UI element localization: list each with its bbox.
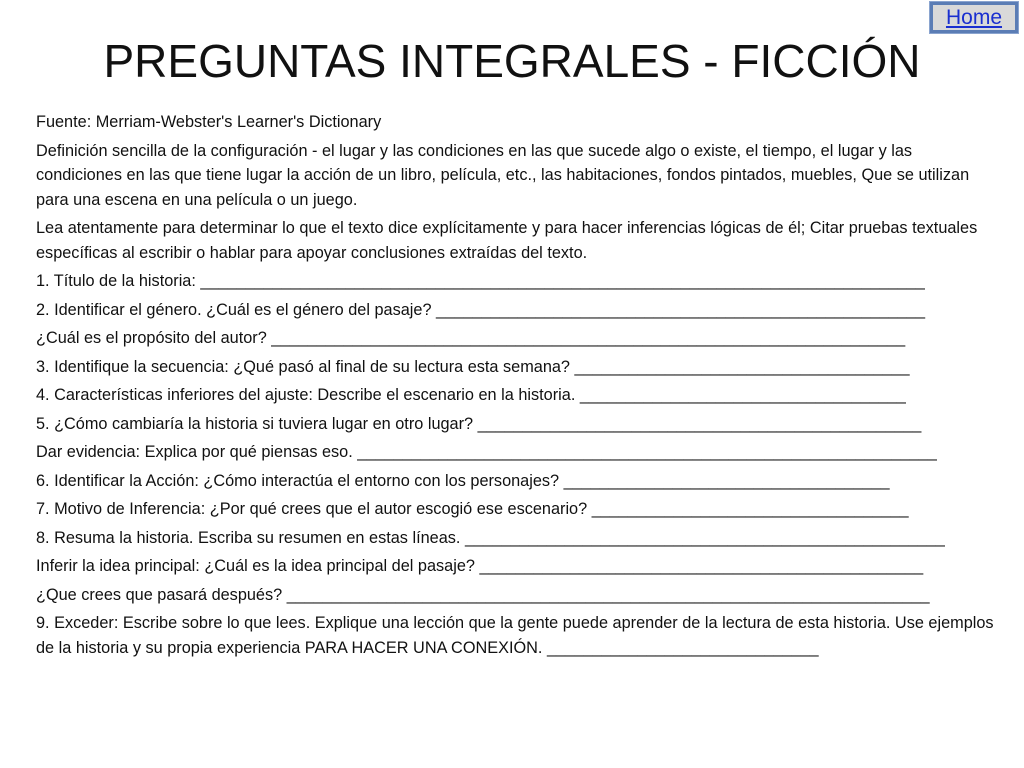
instructions-paragraph: Lea atentamente para determinar lo que el texto dice explícitamente y para hacer inferencias lógicas de él; Citar pruebas textuales específicas al escribir o hablar para apoyar conclusiones extraídas del texto. <box>36 219 982 262</box>
definition-paragraph: Definición sencilla de la configuración - el lugar y las condiciones en las que sucede algo o existe, el tiempo, el lugar y las condiciones en las que tiene lugar la acción de un libro, película, etc., las habitaciones, fondos pintados, muebles, Que se utilizan para una escena en una película o un juego. <box>36 141 974 209</box>
question-item: 6. Identificar la Acción: ¿Cómo interactúa el entorno con los personajes? ____________________________________ <box>36 471 890 490</box>
question-item: Inferir la idea principal: ¿Cuál es la idea principal del pasaje? _________________________________________________ <box>36 557 924 575</box>
question-item: 5. ¿Cómo cambiaría la historia si tuviera lugar en otro lugar? _________________________________________________ <box>36 414 922 433</box>
home-link-label[interactable]: Home <box>945 5 1003 29</box>
final-question: 9. Exceder: Escribe sobre lo que lees. Explique una lección que la gente puede aprender de la lectura de esta historia. Use ejemplos de la historia y su propia experiencia PARA HACER UNA CONEXIÓN. ______________________________ <box>36 614 999 657</box>
question-item: ¿Cuál es el propósito del autor? ______________________________________________________________________ <box>36 329 906 347</box>
question-item: 7. Motivo de Inferencia: ¿Por qué crees que el autor escogió ese escenario? ___________________________________ <box>36 500 909 518</box>
question-item: ¿Que crees que pasará después? _______________________________________________________________________ <box>36 585 930 604</box>
question-item: 1. Título de la historia: ________________________________________________________________________________ <box>36 272 925 290</box>
page-title: PREGUNTAS INTEGRALES - FICCIÓN <box>103 35 921 87</box>
question-item: 8. Resuma la historia. Escriba su resumen en estas líneas. _____________________________________________________ <box>36 528 945 547</box>
question-item: Dar evidencia: Explica por qué piensas eso. ________________________________________________________________ <box>36 443 937 461</box>
slide-body <box>36 110 999 664</box>
home-button[interactable] <box>930 2 1018 33</box>
question-item: 4. Características inferiores del ajuste: Describe el escenario en la historia. ____________________________________ <box>36 386 906 404</box>
question-item: 2. Identificar el género. ¿Cuál es el género del pasaje? ______________________________________________________ <box>36 300 926 319</box>
question-item: 3. Identifique la secuencia: ¿Qué pasó al final de su lectura esta semana? _____________________________________ <box>36 357 910 376</box>
source-line: Fuente: Merriam-Webster's Learner's Dictionary <box>36 113 382 131</box>
